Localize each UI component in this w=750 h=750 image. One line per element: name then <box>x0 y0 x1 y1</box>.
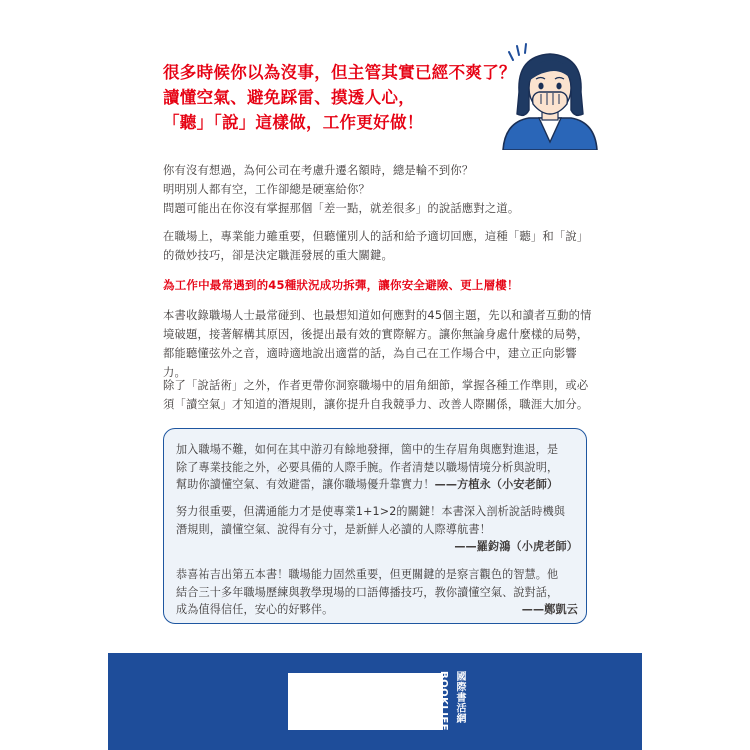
headline-line-1: 很多時候你以為沒事，但主管其實已經不爽了？ <box>163 63 516 82</box>
workplace-paragraph <box>163 227 593 265</box>
endorsement-1-line-3: 幫助你讀懂空氣、有效避雷，讓你職場優升靠實力！ <box>176 478 435 491</box>
workplace-line-2: 的微妙技巧，卻是決定職涯發展的重大關鍵。 <box>163 249 393 262</box>
endorsement-2-author: ——羅鈞鴻（小虎老師） <box>454 540 578 553</box>
endorsement-3-line-1: 恭喜祐吉出第五本書！職場能力固然重要，但更關鍵的是察言觀色的智慧。他 <box>176 568 559 581</box>
worried-woman-covering-mouth-icon <box>495 38 605 150</box>
endorsement-3-line-3: 成為值得信任，安心的好夥伴。 <box>176 603 334 616</box>
barcode-area <box>288 673 443 730</box>
endorsement-2-line-1: 努力很重要，但溝通能力才是使專業1+1>2的關鍵！本書深入剖析說話時機與 <box>176 505 566 518</box>
intro-paragraph <box>163 161 593 218</box>
endorsement-1-last-line <box>176 476 578 494</box>
headline <box>163 60 523 135</box>
content-paragraph <box>163 306 593 382</box>
headline-line-3: 「聽」「說」這樣做，工作更好做！ <box>163 113 424 132</box>
endorsement-box <box>163 428 587 624</box>
endorsement-3-last-line <box>176 601 578 619</box>
endorsement-1-line-2: 除了專業技能之外，必要具備的人際手腕。作者清楚以職場情境分析與說明， <box>176 460 559 474</box>
intro-line-1: 你有沒有想過，為何公司在考慮升遷名額時，總是輪不到你？ <box>163 164 474 177</box>
endorsement-1-author: ——方植永（小安老師） <box>434 478 559 491</box>
author-paragraph <box>163 376 593 414</box>
highlight-line: 為工作中最常遇到的45種狀況成功拆彈，讓你安全避險、更上層樓！ <box>163 278 519 292</box>
headline-line-2: 讀懂空氣、避免踩雷、摸透人心， <box>163 88 415 107</box>
endorsement-3 <box>176 566 578 619</box>
content-line-3: 都能聽懂弦外之音，適時適地說出適當的話，為自己在工作場合中，建立正向影響力。 <box>163 347 577 379</box>
endorsement-3-author: ——鄭凱云 <box>521 603 578 616</box>
content-line-1: 本書收錄職場人士最常碰到、也最想知道如何應對的45個主題，先以和讀者互動的情 <box>163 309 592 322</box>
endorsement-2-line-2: 潛規則，讀懂空氣、說得有分寸，是新鮮人必讀的人際導航書！ <box>176 522 491 536</box>
endorsement-2 <box>176 503 578 556</box>
intro-line-2: 明明別人都有空，工作卻總是硬塞給你？ <box>163 183 370 196</box>
content-line-2: 境破題，接著解構其原因，後提出最有效的實際解方。讓你無論身處什麼樣的局勢， <box>163 328 589 341</box>
author-line-1: 除了「說話術」之外，作者更帶你洞察職場中的眉角細節，掌握各種工作準則，或必 <box>163 379 589 392</box>
author-line-2: 須「讀空氣」才知道的潛規則，讓你提升自我競爭力、改善人際關係，職涯大加分。 <box>163 398 589 411</box>
footer-band <box>108 653 642 750</box>
endorsement-3-line-2: 結合三十多年職場歷練與教學現場的口語傳播技巧，教你讀懂空氣、說對話， <box>176 585 559 599</box>
intro-line-3: 問題可能出在你沒有掌握那個「差一點，就差很多」的說話應對之道。 <box>163 202 520 215</box>
endorsement-1-line-1: 加入職場不難，如何在其中游刃有餘地發揮，箇中的生存眉角與應對進退，是 <box>176 443 559 456</box>
highlight-paragraph <box>163 276 593 295</box>
endorsement-1 <box>176 441 578 494</box>
workplace-line-1: 在職場上，專業能力雖重要，但聽懂別人的話和給予適切回應，這種「聽」和「說」 <box>163 230 589 243</box>
publisher-logo: 國際書活網 BOOKLIFE <box>438 671 465 732</box>
